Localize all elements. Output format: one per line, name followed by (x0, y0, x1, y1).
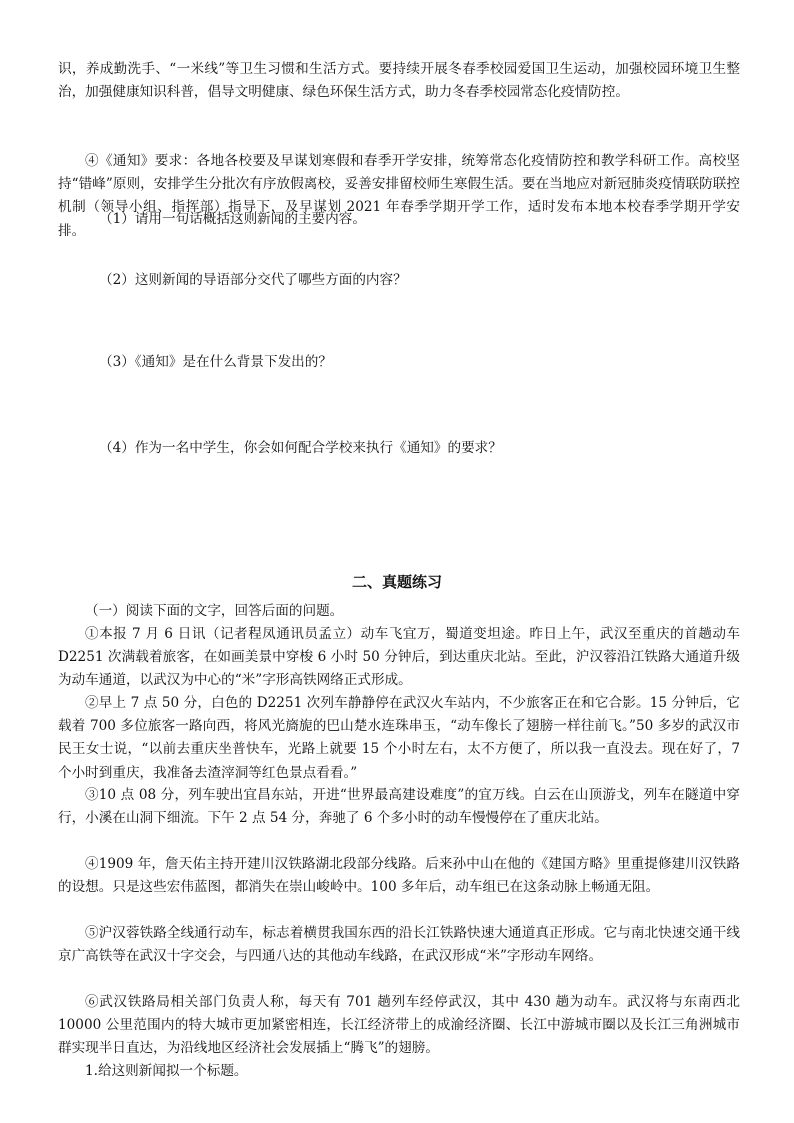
question-4: （4）作为一名中学生，你会如何配合学校来执行《通知》的要求？ (99, 440, 502, 456)
section-heading: 二、真题练习 (351, 573, 442, 591)
article-paragraph-4: ④1909 年，詹天佑主持开建川汉铁路湖北段部分线路。后来孙中山在他的《建国方略》里重提修建川汉铁路的设想。只是这些宏伟蓝图，都消失在崇山峻岭中。100 多年后，动车组已在这条动脉上畅通无阻。 (58, 856, 740, 896)
paragraph-hygiene-continuation: 识，养成勤洗手、“一米线”等卫生习惯和生活方式。要持续开展冬春季校园爱国卫生运动，加强校园环境卫生整治，加强健康知识科普，倡导文明健康、绿色环保生活方式，助力冬春季校园常态化疫情防控。 (58, 61, 740, 101)
article-paragraph-5: ⑤沪汉蓉铁路全线通行动车，标志着横贯我国东西的沿长江铁路快速大通道真正形成。它与南北快速交通干线京广高铁等在武汉十字交会，与四通八达的其他动车线路，在武汉形成“米”字形动车网络。 (58, 925, 740, 965)
article-paragraph-2: ②早上 7 点 50 分，白色的 D2251 次列车静静停在武汉火车站内，不少旅客正在和它合影。15 分钟后，它载着 700 多位旅客一路向西，将风光旖旎的巴山楚水连珠串玉，“动车像长了翅膀一样往前飞。”50 多岁的武汉市民王女士说，“以前去重庆坐普快车，光路上就要 15 个小时左右，太不方便了，所以我一直没去。现在好了，7 个小时到重庆，我准备去渣滓洞等红色景点看看。” (58, 695, 740, 781)
question-3: （3）《通知》是在什么背景下发出的？ (99, 354, 332, 370)
reading-instruction: （一）阅读下面的文字，回答后面的问题。 (85, 603, 344, 619)
exercise-question-1: 1.给这则新闻拟一个标题。 (85, 1063, 248, 1079)
question-1: （1）请用一句话概括这则新闻的主要内容。 (99, 211, 366, 227)
article-paragraph-1: ①本报 7 月 6 日讯（记者程凤通讯员孟立）动车飞宜万，蜀道变坦途。昨日上午，武汉至重庆的首趟动车 D2251 次满载着旅客，在如画美景中穿梭 6 小时 50 分钟后，到达重庆北站。至此，沪汉蓉沿江铁路大通道升级为动车通道，以武汉为中心的“米”字形高铁网络正式形成。 (58, 626, 740, 689)
question-2: （2）这则新闻的导语部分交代了哪些方面的内容？ (99, 272, 407, 288)
article-paragraph-6: ⑥武汉铁路局相关部门负责人称，每天有 701 趟列车经停武汉，其中 430 趟为动车。武汉将与东南西北 10000 公里范围内的特大城市更加紧密相连，长江经济带上的成渝经济圈、长江中游城市圈以及长江三角洲城市群实现半日直达，为沿线地区经济社会发展插上“腾飞”的翅膀。 (58, 994, 740, 1057)
paragraph-notice-requirements: ④《通知》要求：各地各校要及早谋划寒假和春季开学安排，统筹常态化疫情防控和教学科研工作。高校坚持“错峰”原则，安排学生分批次有序放假离校，妥善安排留校师生寒假生活。要在当地应对新冠肺炎疫情联防联控机制（领导小组、指挥部）指导下，及早谋划 2021 年春季学期开学工作，适时发布本地本校春季学期开学安排。 (58, 153, 740, 239)
article-paragraph-3: ③10 点 08 分，列车驶出宜昌东站，开进“世界最高建设难度”的宜万线。白云在山顶游戈，列车在隧道中穿行，小溪在山洞下细流。下午 2 点 54 分，奔驰了 6 个多小时的动车慢慢停在了重庆北站。 (58, 787, 740, 827)
